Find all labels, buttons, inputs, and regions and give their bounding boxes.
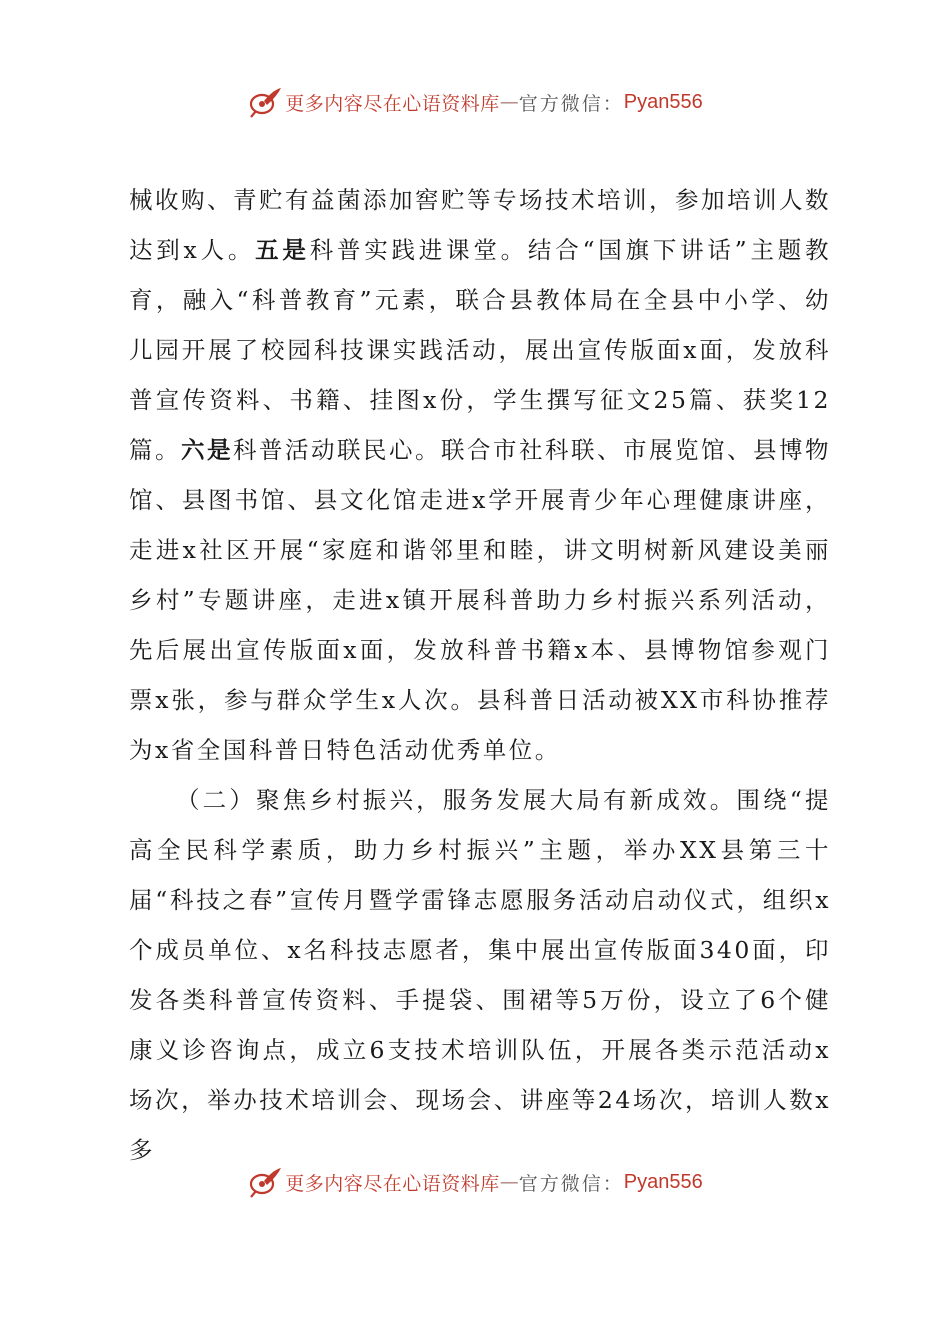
wechat-id: Pyan556 — [623, 90, 703, 113]
wechat-label: 官方微信： — [518, 92, 624, 115]
site-name: 更多内容尽在心语资料库 — [285, 92, 500, 115]
paragraph-1-text-b: 科普实践进课堂。结合“国旗下讲话”主题教育，融入“科普教育”元素，联合县教体局在全县中小学、幼儿园开展了校园科技课实践活动，展出宣传版面x面，发放科普宣传资料、书籍、挂图x份，学生撰写征文25篇、获奖12篇。 — [129, 236, 831, 464]
header-banner — [0, 82, 950, 122]
bold-marker-six: 六是 — [181, 436, 233, 464]
bold-marker-five: 五是 — [255, 236, 310, 264]
wechat-label: 官方微信： — [518, 1172, 624, 1195]
site-name: 更多内容尽在心语资料库 — [285, 1172, 500, 1195]
banner-separator: — — [499, 1171, 519, 1193]
quill-logo-icon — [247, 1164, 283, 1200]
document-body — [129, 175, 831, 1175]
paragraph-1-text-a: 械收购、青贮有益菌添加窖贮等专场技术培训，参加培训人数达到x人。 — [129, 186, 831, 264]
quill-logo-icon — [247, 84, 283, 120]
wechat-id: Pyan556 — [623, 1170, 703, 1193]
paragraph-1-text-c: 科普活动联民心。联合市社科联、市展览馆、县博物馆、县图书馆、县文化馆走进x学开展青少年心理健康讲座，走进x社区开展“家庭和谐邻里和睦，讲文明树新风建设美丽乡村”专题讲座，走进x镇开展科普助力乡村振兴系列活动，先后展出宣传版面x面，发放科普书籍x本、县博物馆参观门票x张，参与群众学生x人次。县科普日活动被XX市科协推荐为x省全国科普日特色活动优秀单位。 — [129, 436, 831, 764]
banner-separator: — — [499, 91, 519, 113]
footer-banner — [0, 1162, 950, 1202]
paragraph-2: （二）聚焦乡村振兴，服务发展大局有新成效。围绕“提高全民科学素质，助力乡村振兴”主题，举办XX县第三十届“科技之春”宣传月暨学雷锋志愿服务活动启动仪式，组织x个成员单位、x名科技志愿者，集中展出宣传版面340面，印发各类科普宣传资料、手提袋、围裙等5万份，设立了6个健康义诊咨询点，成立6支技术培训队伍，开展各类示范活动x场次，举办技术培训会、现场会、讲座等24场次，培训人数x多 — [129, 786, 831, 1164]
paragraph-1 — [129, 175, 831, 775]
